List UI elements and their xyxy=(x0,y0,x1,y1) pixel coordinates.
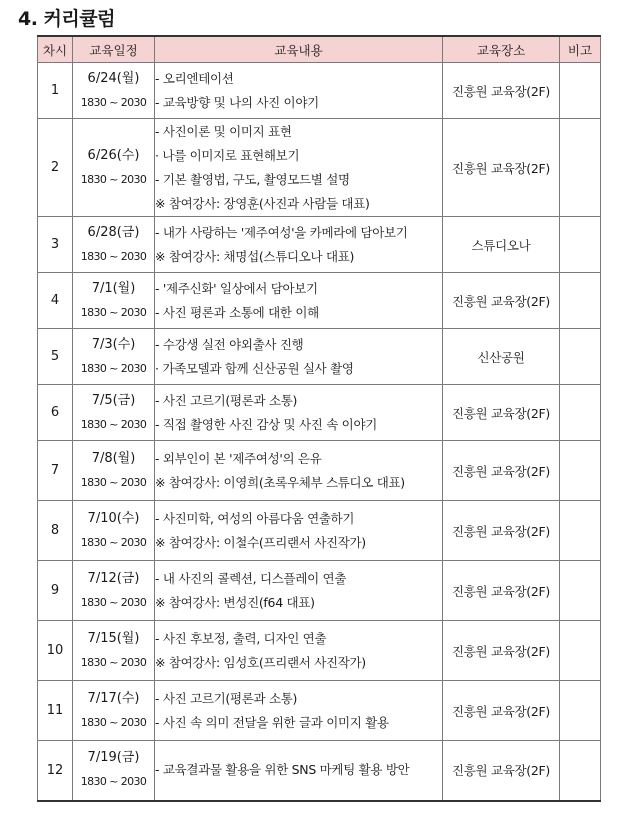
session-schedule xyxy=(73,681,155,741)
session-note xyxy=(560,681,601,741)
section-title: 4. 커리큘럼 xyxy=(18,8,115,30)
content-line: ※ 참여강사: 채명섭(스튜디오나 대표) xyxy=(155,248,355,264)
session-time: 1830 ~ 2030 xyxy=(80,417,147,431)
session-content xyxy=(155,741,443,801)
session-date: 6/24(월) xyxy=(87,70,140,86)
session-schedule xyxy=(73,621,155,681)
session-number: 3 xyxy=(38,217,73,273)
session-number: 4 xyxy=(38,273,73,329)
session-place: 진흥원 교육장(2F) xyxy=(443,441,560,501)
session-note xyxy=(560,217,601,273)
content-line: - 사진미학, 여성의 아름다움 연출하기 xyxy=(155,510,355,526)
session-note xyxy=(560,441,601,501)
content-line: - 사진 평론과 소통에 대한 이해 xyxy=(155,304,319,320)
session-place: 진흥원 교육장(2F) xyxy=(443,561,560,621)
content-line: · 나를 이미지로 표현해보기 xyxy=(155,147,300,163)
session-note xyxy=(560,621,601,681)
content-line: - 사진 속 의미 전달을 위한 글과 이미지 활용 xyxy=(155,714,389,730)
session-date: 6/26(수) xyxy=(87,147,140,163)
session-note xyxy=(560,561,601,621)
session-number: 1 xyxy=(38,63,73,119)
session-note xyxy=(560,501,601,561)
session-date: 7/5(금) xyxy=(91,392,136,408)
session-time: 1830 ~ 2030 xyxy=(80,595,147,609)
content-line: - 교육방향 및 나의 사진 이야기 xyxy=(155,94,319,110)
session-content xyxy=(155,217,443,273)
table-row xyxy=(38,217,601,273)
session-content xyxy=(155,63,443,119)
session-note xyxy=(560,273,601,329)
session-content xyxy=(155,501,443,561)
content-line: - 내 사진의 콜렉션, 디스플레이 연출 xyxy=(155,570,347,586)
content-line: · 가족모델과 함께 신산공원 실사 촬영 xyxy=(155,360,354,376)
session-schedule xyxy=(73,63,155,119)
session-time: 1830 ~ 2030 xyxy=(80,535,147,549)
table-row xyxy=(38,561,601,621)
content-line: - 사진 후보정, 출력, 디자인 연출 xyxy=(155,630,327,646)
content-line: - 교육결과물 활용을 위한 SNS 마케팅 활용 방안 xyxy=(155,762,410,778)
table-row xyxy=(38,273,601,329)
table-row xyxy=(38,621,601,681)
session-content xyxy=(155,329,443,385)
session-time: 1830 ~ 2030 xyxy=(80,305,147,319)
session-place: 진흥원 교육장(2F) xyxy=(443,63,560,119)
session-schedule xyxy=(73,329,155,385)
content-line: - '제주신화' 일상에서 담아보기 xyxy=(155,280,318,296)
curriculum-table xyxy=(37,35,601,802)
session-schedule xyxy=(73,119,155,217)
session-content xyxy=(155,561,443,621)
session-schedule xyxy=(73,273,155,329)
session-content xyxy=(155,441,443,501)
content-line: ※ 참여강사: 변성진(f64 대표) xyxy=(155,594,315,610)
table-row xyxy=(38,741,601,801)
header-content: 교육내용 xyxy=(155,36,443,63)
header-row xyxy=(38,36,601,63)
session-time: 1830 ~ 2030 xyxy=(80,775,147,789)
session-note xyxy=(560,741,601,801)
table-row xyxy=(38,119,601,217)
session-schedule xyxy=(73,441,155,501)
session-content xyxy=(155,681,443,741)
session-content xyxy=(155,621,443,681)
session-schedule xyxy=(73,501,155,561)
content-line: ※ 참여강사: 임성호(프리랜서 사진작가) xyxy=(155,654,366,670)
content-line: - 직접 촬영한 사진 감상 및 사진 속 이야기 xyxy=(155,416,377,432)
session-date: 7/19(금) xyxy=(87,750,140,766)
session-content xyxy=(155,273,443,329)
table-row xyxy=(38,501,601,561)
session-time: 1830 ~ 2030 xyxy=(80,361,147,375)
content-line: - 수강생 실전 야외출사 진행 xyxy=(155,336,304,352)
session-schedule xyxy=(73,561,155,621)
header-place: 교육장소 xyxy=(443,36,560,63)
session-number: 5 xyxy=(38,329,73,385)
table-row xyxy=(38,63,601,119)
table-row xyxy=(38,681,601,741)
table-row xyxy=(38,441,601,501)
session-place: 진흥원 교육장(2F) xyxy=(443,501,560,561)
content-line: ※ 참여강사: 이철수(프리랜서 사진작가) xyxy=(155,534,366,550)
session-number: 9 xyxy=(38,561,73,621)
content-line: ※ 참여강사: 장영훈(사진과 사람들 대표) xyxy=(155,195,370,211)
header-no: 차시 xyxy=(38,36,73,63)
session-place: 진흥원 교육장(2F) xyxy=(443,385,560,441)
session-number: 8 xyxy=(38,501,73,561)
session-date: 7/1(월) xyxy=(91,280,136,296)
session-time: 1830 ~ 2030 xyxy=(80,715,147,729)
content-line: - 외부인이 본 '제주여성'의 은유 xyxy=(155,450,322,466)
session-number: 7 xyxy=(38,441,73,501)
session-number: 11 xyxy=(38,681,73,741)
session-schedule xyxy=(73,217,155,273)
table-row xyxy=(38,329,601,385)
session-number: 12 xyxy=(38,741,73,801)
session-place: 진흥원 교육장(2F) xyxy=(443,273,560,329)
session-number: 10 xyxy=(38,621,73,681)
session-schedule xyxy=(73,385,155,441)
session-number: 2 xyxy=(38,119,73,217)
content-line: - 기본 촬영법, 구도, 촬영모드별 설명 xyxy=(155,171,350,187)
session-note xyxy=(560,63,601,119)
session-place: 진흥원 교육장(2F) xyxy=(443,621,560,681)
session-time: 1830 ~ 2030 xyxy=(80,95,147,109)
header-date: 교육일정 xyxy=(73,36,155,63)
session-place: 진흥원 교육장(2F) xyxy=(443,741,560,801)
session-time: 1830 ~ 2030 xyxy=(80,655,147,669)
session-note xyxy=(560,119,601,217)
table-body xyxy=(38,63,601,801)
session-place: 진흥원 교육장(2F) xyxy=(443,119,560,217)
session-place: 신산공원 xyxy=(443,329,560,385)
session-number: 6 xyxy=(38,385,73,441)
session-place: 스튜디오나 xyxy=(443,217,560,273)
session-time: 1830 ~ 2030 xyxy=(80,475,147,489)
session-date: 7/17(수) xyxy=(87,690,140,706)
session-date: 7/10(수) xyxy=(87,510,140,526)
session-content xyxy=(155,119,443,217)
content-line: - 사진 고르기(평론과 소통) xyxy=(155,690,298,706)
table-row xyxy=(38,385,601,441)
session-content xyxy=(155,385,443,441)
session-date: 7/15(월) xyxy=(87,630,140,646)
session-place: 진흥원 교육장(2F) xyxy=(443,681,560,741)
session-date: 7/8(월) xyxy=(91,450,136,466)
session-date: 7/3(수) xyxy=(91,336,136,352)
session-date: 7/12(금) xyxy=(87,570,140,586)
content-line: - 사진이론 및 이미지 표현 xyxy=(155,123,292,139)
header-note: 비고 xyxy=(560,36,601,63)
session-schedule xyxy=(73,741,155,801)
session-note xyxy=(560,329,601,385)
content-line: - 사진 고르기(평론과 소통) xyxy=(155,392,298,408)
session-time: 1830 ~ 2030 xyxy=(80,172,147,186)
content-line: - 내가 사랑하는 '제주여성'을 카메라에 담아보기 xyxy=(155,224,408,240)
session-time: 1830 ~ 2030 xyxy=(80,249,147,263)
content-line: ※ 참여강사: 이영희(초록우체부 스튜디오 대표) xyxy=(155,474,405,490)
session-date: 6/28(금) xyxy=(87,224,140,240)
session-note xyxy=(560,385,601,441)
content-line: - 오리엔테이션 xyxy=(155,70,234,86)
